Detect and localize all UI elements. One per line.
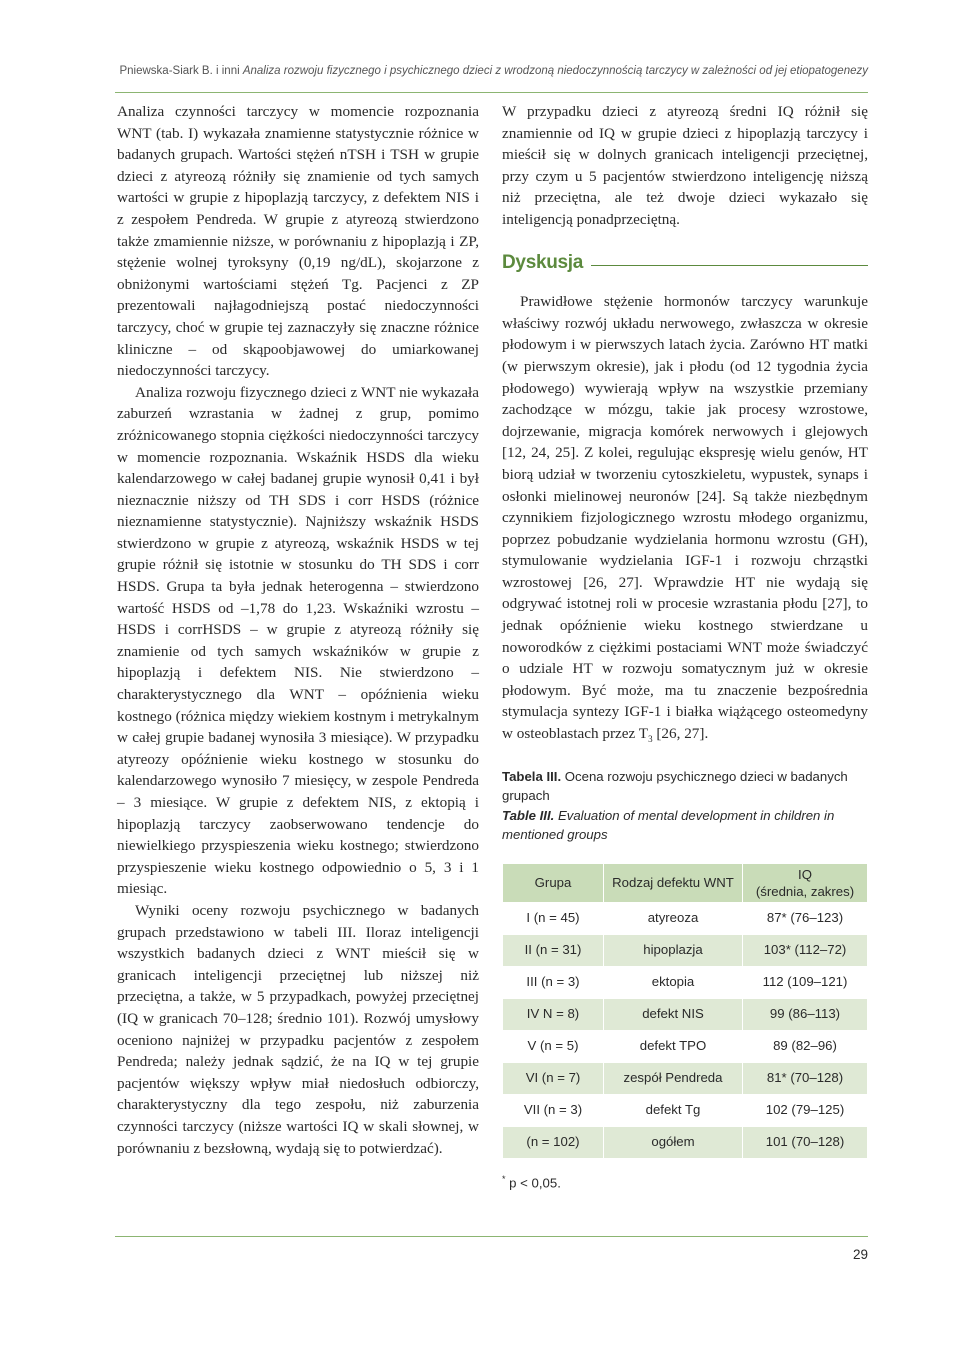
section-heading-dyskusja xyxy=(502,252,868,274)
right-column xyxy=(502,101,868,1194)
table-row xyxy=(503,902,868,934)
header-authors: Pniewska-Siark B. i inni xyxy=(119,65,240,77)
cell-defect: defekt Tg xyxy=(604,1094,743,1126)
header-rodzaj-defektu: Rodzaj defektu WNT xyxy=(604,863,743,902)
footnote-text: p < 0,05. xyxy=(505,1175,561,1191)
paragraph-physical-development: Analiza rozwoju fizycznego dzieci z WNT nie wykazała zaburzeń wzrastania w żadnej z grup, pomimo zróżnicowanego stopnia ciężkości niedoczynności tarczycy w momencie rozpoznania. Wskaźnik HSDS dla wieku kalendarzowego w całej badanej grupie wynosił 0,41 i był nieznacznie niższy od TH SDS i corr HSDS (różnice nieznamienne statystycznie). Najniższy wskaźnik HSDS stwierdzono w grupie z atyreozą, wskaźnik HSDS w tej grupie różnił się istotnie w stosunku do TH SDS i corr HSDS. Grupa ta była jednak heterogenna – stwierdzono wartość HSDS od –1,78 do 1,23. Wskaźniki wzrostu – HSDS i corrHSDS – w grupie z atyreozą różniły się znamienie od tych samych wskaźników w grupie z hipoplazją i defektem NIS. Nie stwierdzono – charakterystycznego dla WNT – opóźnienia wieku kostnego (różnica między wiekiem kostnym i metrykalnym w całej grupie badanej wynosiła 3 miesiące). W przypadku atyreozy opóźnienie wieku kostnego w stosunku do kalendarzowego wynosiło 7 miesięcy, w zespole Pendreda – 3 miesiące. W grupie z defektem NIS, z ektopią i hipoplazją tarczycy zaobserwowano tendencje do niewielkiego przyspieszenia wieku kostnego; stwierdzono przyspieszenie wieku kostnego odpowiednio o 5, 3 i 1 miesiąc. xyxy=(117,383,479,898)
table-row xyxy=(503,966,868,998)
cell-iq: 87* (76–123) xyxy=(743,902,868,934)
cell-group: V (n = 5) xyxy=(503,1030,604,1062)
table-row xyxy=(503,1030,868,1062)
header-iq-label: IQ xyxy=(798,866,812,882)
discussion-text: Prawidłowe stężenie hormonów tarczycy warunkuje właściwy rozwój układu nerwowego, zwłaszcza w okresie płodowym i w pierwszych latach życia. Zarówno HT matki (w pierwszym okresie), jak i płodu (od 12 tygodnia życia płodowego) wywierają wpływ na wszystkie przemiany zachodzące w mózgu, takie jak procesy wzrostowe, dojrzewanie, migracja komórek nerwowych i glejowych [12, 24, 25]. Z kolei, regulując ekspresję wielu genów, HT biorą udział w tworzeniu cytoszkieletu, wypustek, synaps i osłonki mielinowej neuronów [24]. Są także niezbędnym czynnikiem fizjologicznego wzrostu młodego organizmu, poprzez pobudzanie wydzielania hormonu wzrostu (GH), stymulowanie wydzielania IGF-1 i rozwoju chrząstki wzrostowej [26, 27]. Wprawdzie HT nie wydają się odgrywać istotnej roli w procesie wzrastania płodu [27], to jednak opóźnienie wieku kostnego stwierdzane u noworodków z ciężkimi postaciami WNT może świadczyć o udziale HT w rozwoju somatycznym już w okresie płodowym. Być może, ma tu znaczenie bezpośrednia stymulacja syntezy IGF-1 i białka wiążącego osteomedyny w osteoblastach przez T xyxy=(502,293,868,743)
header-rule xyxy=(115,92,868,93)
cell-group: VI (n = 7) xyxy=(503,1062,604,1094)
cell-iq: 99 (86–113) xyxy=(743,998,868,1030)
table-row xyxy=(503,1094,868,1126)
cell-iq: 102 (79–125) xyxy=(743,1094,868,1126)
cell-group: II (n = 31) xyxy=(503,934,604,966)
cell-iq: 103* (112–72) xyxy=(743,934,868,966)
cell-defect: defekt NIS xyxy=(604,998,743,1030)
cell-group: (n = 102) xyxy=(503,1126,604,1158)
cell-group: IV N = 8) xyxy=(503,998,604,1030)
header-iq-sub: (średnia, zakres) xyxy=(755,883,855,899)
discussion-end: [26, 27]. xyxy=(652,725,709,743)
iq-table xyxy=(502,863,868,1159)
cell-group: VII (n = 3) xyxy=(503,1094,604,1126)
cell-iq: 81* (70–128) xyxy=(743,1062,868,1094)
table-caption-en-text: Evaluation of mental development in children in mentioned groups xyxy=(502,807,835,843)
table-row xyxy=(503,934,868,966)
table-row xyxy=(503,998,868,1030)
cell-iq: 101 (70–128) xyxy=(743,1126,868,1158)
cell-iq: 89 (82–96) xyxy=(743,1030,868,1062)
table-caption-pl-label: Tabela III. xyxy=(502,768,562,784)
page-number: 29 xyxy=(852,1247,868,1262)
cell-defect: ektopia xyxy=(604,966,743,998)
paragraph-atyreoza-iq: W przypadku dzieci z atyreozą średni IQ różnił się znamiennie od IQ w grupie dzieci z hipoplazją tarczycy i mieścił się w dolnych granicach inteligencji przeciętnej, przy czym u 5 pacjentów stwierdzono inteligencję niższą niż przeciętna, ale też dwoje dzieci wykazało się inteligencją ponadprzeciętną. xyxy=(502,103,868,228)
cell-defect: zespół Pendreda xyxy=(604,1062,743,1094)
table-header-row xyxy=(503,863,868,902)
discussion-subscript: 3 xyxy=(648,734,653,745)
cell-defect: defekt TPO xyxy=(604,1030,743,1062)
header-title: Analiza rozwoju fizycznego i psychicznego dzieci z wrodzoną niedoczynnością tarczycy w zależności od jej etiopatogenezy xyxy=(242,65,868,77)
cell-iq: 112 (109–121) xyxy=(743,966,868,998)
cell-group: III (n = 3) xyxy=(503,966,604,998)
table-caption-pl-text: Ocena rozwoju psychicznego dzieci w badanych grupach xyxy=(502,768,848,804)
table-caption-en xyxy=(502,806,868,845)
cell-defect: ogółem xyxy=(604,1126,743,1158)
paragraph-thyroid-analysis: Analiza czynności tarczycy w momencie rozpoznania WNT (tab. I) wykazała znamienne statystycznie różnice w badanych grupach. Wartości stężeń nTSH i TSH w grupie dzieci z atyreozą różniły się znamienie od tych samych wartości w grupie z hipoplazją tarczycy, z defektem NIS i z zespołem Pendreda. W grupie z atyreozą stwierdzono także zmamiennie niższe, w porównaniu z hipoplazją i ZP, stężenie wolnej tyroksyny (0,19 ng/dL), skojarzone z obniżonymi wartościami stężeń Tg. Pacjenci z ZP prezentowali najłagodniejszą postać niedoczynności tarczycy, choć w grupie tej zaznaczyły się znaczne różnice kliniczne – od skąpoobjawowej do umiarkowanej niedoczynności tarczycy. xyxy=(117,103,479,380)
table-caption-pl xyxy=(502,767,868,806)
cell-defect: hipoplazja xyxy=(604,934,743,966)
header-grupa: Grupa xyxy=(503,863,604,902)
table-footnote xyxy=(502,1169,868,1194)
table-row xyxy=(503,1126,868,1158)
cell-defect: atyreoza xyxy=(604,902,743,934)
section-title-rule xyxy=(591,265,868,266)
table-row xyxy=(503,1062,868,1094)
header-iq xyxy=(743,863,868,902)
cell-group: I (n = 45) xyxy=(503,902,604,934)
running-header xyxy=(100,65,868,77)
paragraph-discussion xyxy=(502,291,868,751)
section-title: Dyskusja xyxy=(502,251,584,273)
footnote-mark: * xyxy=(502,1173,506,1184)
paragraph-mental-development: Wyniki oceny rozwoju psychicznego w badanych grupach przedstawiono w tabeli III. Iloraz inteligencji wszystkich badanych dzieci z WNT mieścił się w granicach inteligencji przeciętnej lub niższej niż przeciętna, a także, w 5 przypadkach, powyżej przeciętnej (IQ w granicach 70–128; średnio 101). Rozwój umysłowy oceniono najniżej w przypadku pacjentów z zespołem Pendreda; należy jednak sądzić, że na IQ w tej grupie pacjentów większy wpływ miał niedosłuch odbiorczy, charakterystyczny dla tego zespołu, niż zaburzenia czynności tarczycy (niższe wartości IQ w skali słownej, w porównaniu z bezsłowną, wydają się to potwierdzać). xyxy=(117,901,479,1157)
table-caption-en-label: Table III. xyxy=(502,807,555,823)
left-column xyxy=(117,101,479,1159)
footer-rule xyxy=(115,1236,868,1237)
